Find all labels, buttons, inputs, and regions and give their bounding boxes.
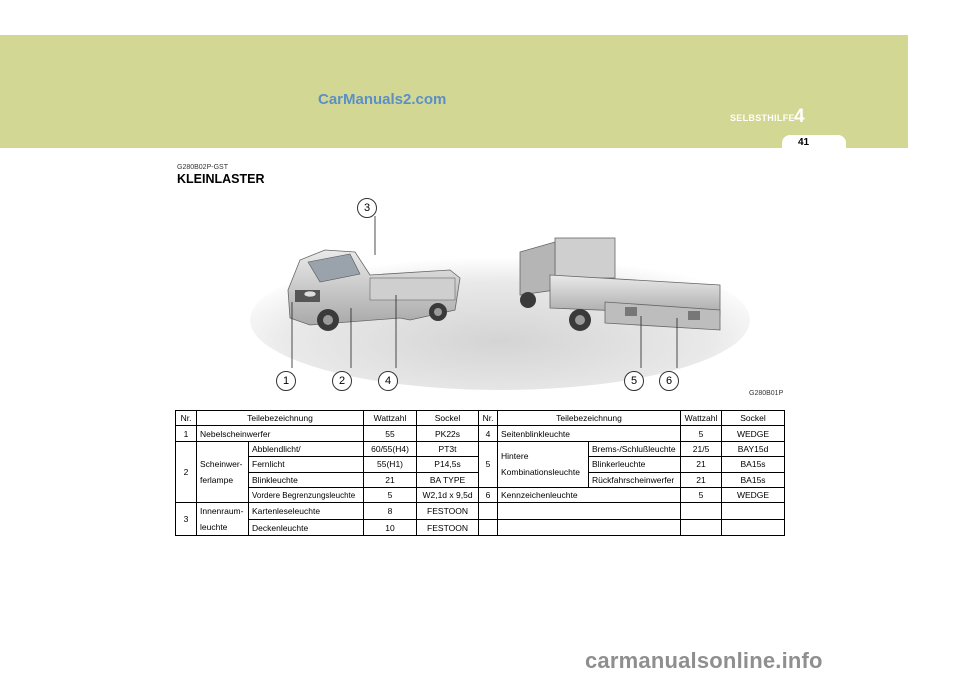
- tail-lamp-left: [625, 307, 637, 316]
- header-socket: Sockel: [722, 411, 785, 426]
- part-name: Seitenblinkleuchte: [498, 426, 681, 441]
- group-label-line: Kombinationsleuchte: [501, 467, 580, 478]
- group-label-line: Scheinwer-: [200, 459, 243, 470]
- socket: FESTOON: [417, 519, 479, 536]
- row-nr: 3: [176, 503, 197, 536]
- group-label-line: ferlampe: [200, 475, 234, 486]
- callout-6: 6: [659, 371, 679, 391]
- header-socket: Sockel: [417, 411, 479, 426]
- part-name: Rückfahrscheinwerfer: [589, 472, 681, 487]
- empty-cell: [681, 503, 722, 520]
- empty-cell: [498, 503, 681, 520]
- callout-3: 3: [357, 198, 377, 218]
- tail-lamp-right: [688, 311, 700, 320]
- header-wattage: Wattzahl: [681, 411, 722, 426]
- socket: W2,1d x 9,5d: [417, 487, 479, 502]
- callout-4: 4: [378, 371, 398, 391]
- empty-cell: [479, 503, 498, 520]
- table-row: [176, 441, 785, 456]
- wattage: 8: [364, 503, 417, 520]
- part-name: Kartenleseleuchte: [249, 503, 364, 520]
- wattage: 5: [364, 487, 417, 502]
- part-name: Brems-/Schlußleuchte: [589, 441, 681, 456]
- socket: BAY15d: [722, 441, 785, 456]
- wattage: 21: [681, 472, 722, 487]
- row-nr: 5: [479, 441, 498, 487]
- socket: BA15s: [722, 472, 785, 487]
- wattage: 55(H1): [364, 457, 417, 472]
- socket: WEDGE: [722, 487, 785, 502]
- row-nr: 1: [176, 426, 197, 441]
- watermark-top[interactable]: CarManuals2.com: [318, 91, 447, 108]
- empty-cell: [681, 519, 722, 536]
- callout-5: 5: [624, 371, 644, 391]
- group-label: [197, 503, 249, 536]
- empty-cell: [479, 519, 498, 536]
- part-name: Abblendlicht/: [249, 441, 364, 456]
- chapter-title: SELBSTHILFE: [730, 113, 795, 123]
- wattage: 21: [681, 457, 722, 472]
- part-name: Nebelscheinwerfer: [197, 426, 364, 441]
- callout-1: 1: [276, 371, 296, 391]
- row-nr: 4: [479, 426, 498, 441]
- table-row: [176, 487, 785, 502]
- callout-2: 2: [332, 371, 352, 391]
- socket: WEDGE: [722, 426, 785, 441]
- socket: BA15s: [722, 457, 785, 472]
- group-label-line: leuchte: [200, 522, 228, 533]
- header-part-name: Teilebezeichnung: [197, 411, 364, 426]
- page-tab: [782, 135, 846, 148]
- group-label-line: Hintere: [501, 451, 529, 462]
- wattage: 60/55(H4): [364, 441, 417, 456]
- section-code: G280B02P-GST: [177, 164, 228, 171]
- socket: FESTOON: [417, 503, 479, 520]
- empty-cell: [722, 503, 785, 520]
- wattage: 5: [681, 487, 722, 502]
- wattage: 5: [681, 426, 722, 441]
- wattage: 21: [364, 472, 417, 487]
- header-wattage: Wattzahl: [364, 411, 417, 426]
- socket: BA TYPE: [417, 472, 479, 487]
- header-part-name: Teilebezeichnung: [498, 411, 681, 426]
- socket: PK22s: [417, 426, 479, 441]
- group-label: [498, 441, 589, 487]
- wattage: 21/5: [681, 441, 722, 456]
- row-nr: 2: [176, 441, 197, 503]
- watermark-bottom[interactable]: carmanualsonline.info: [585, 648, 823, 673]
- table-header-row: [176, 411, 785, 426]
- part-name: Deckenleuchte: [249, 519, 364, 536]
- table-row: [176, 519, 785, 536]
- part-name: Blinkleuchte: [249, 472, 364, 487]
- header-band: [0, 35, 908, 148]
- group-label: [197, 441, 249, 503]
- figure-code: G280B01P: [749, 390, 784, 397]
- part-name: Blinkerleuchte: [589, 457, 681, 472]
- empty-cell: [722, 519, 785, 536]
- part-name: Kennzeichenleuchte: [498, 487, 681, 502]
- chapter-number: 4: [794, 106, 805, 127]
- socket: PT3t: [417, 441, 479, 456]
- page-number: 41: [798, 137, 810, 148]
- header-nr: Nr.: [479, 411, 498, 426]
- table-row: [176, 503, 785, 520]
- part-name: Vordere Begrenzungsleuchte: [249, 487, 364, 502]
- part-name: Fernlicht: [249, 457, 364, 472]
- empty-cell: [498, 519, 681, 536]
- wattage: 10: [364, 519, 417, 536]
- wattage: 55: [364, 426, 417, 441]
- truck-illustration: [250, 190, 750, 390]
- table-row: [176, 426, 785, 441]
- group-label-line: Innenraum-: [200, 506, 244, 517]
- section-title: KLEINLASTER: [177, 172, 265, 186]
- socket: P14,5s: [417, 457, 479, 472]
- bulb-table: [175, 410, 785, 536]
- header-nr: Nr.: [176, 411, 197, 426]
- row-nr: 6: [479, 487, 498, 502]
